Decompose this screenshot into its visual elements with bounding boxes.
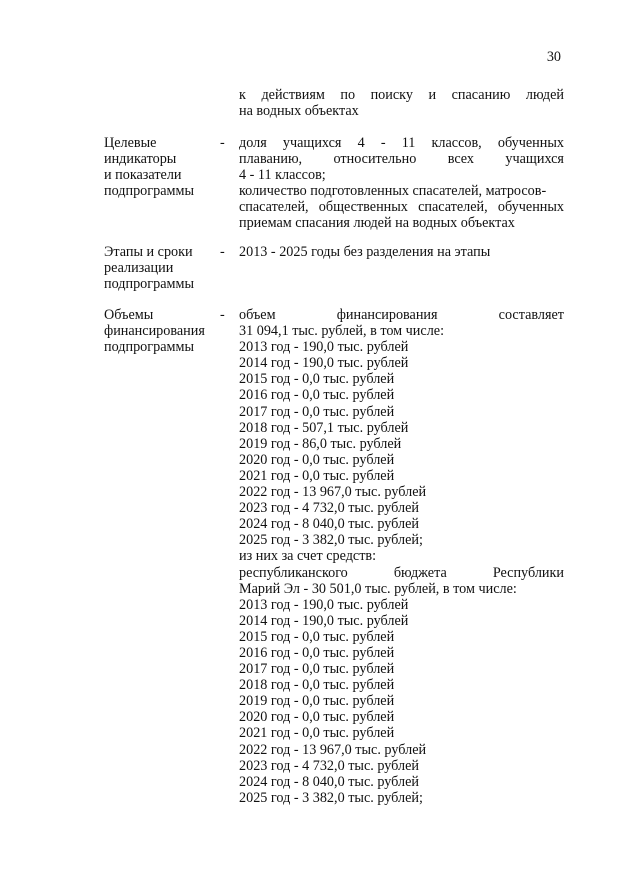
funding-years-total — [239, 339, 564, 548]
funding-year-line: 2020 год - 0,0 тыс. рублей — [239, 709, 395, 726]
funding-year-line: 2013 год - 190,0 тыс. рублей — [239, 596, 409, 613]
indicator-line: приемам спасания людей на водных объектах — [239, 215, 515, 232]
section-content — [239, 307, 564, 806]
indicator-line: плаванию, относительно всех учащихся — [239, 151, 564, 168]
funding-year-line: 2021 год - 0,0 тыс. рублей — [239, 467, 395, 484]
section-content — [239, 135, 564, 232]
funding-year-line: 2016 год - 0,0 тыс. рублей — [239, 644, 395, 661]
indicator-line: 4 - 11 классов; — [239, 167, 326, 184]
funding-sources-heading: из них за счет средств: — [239, 548, 377, 565]
funding-year-line: 2019 год - 86,0 тыс. рублей — [239, 435, 402, 452]
funding-year-line: 2018 год - 507,1 тыс. рублей — [239, 419, 409, 436]
indicator-line: количество подготовленных спасателей, матросов- — [239, 183, 547, 200]
funding-year-line: 2024 год - 8 040,0 тыс. рублей — [239, 773, 419, 790]
republic-budget-line: Марий Эл - 30 501,0 тыс. рублей, в том числе: — [239, 580, 517, 597]
funding-year-line: 2018 год - 0,0 тыс. рублей — [239, 677, 395, 694]
funding-years-republic — [239, 597, 564, 806]
funding-year-line: 2021 год - 0,0 тыс. рублей — [239, 725, 395, 742]
indicator-line: спасателей, общественных спасателей, обученных — [239, 199, 564, 216]
stages-text: 2013 - 2025 годы без разделения на этапы — [239, 244, 491, 260]
section-dash: - — [220, 244, 225, 260]
page-number: 30 — [546, 49, 561, 65]
indicator-line: доля учащихся 4 - 11 классов, обученных — [239, 135, 564, 151]
funding-year-line: 2017 год - 0,0 тыс. рублей — [239, 403, 395, 420]
continuation-line-2: на водных объектах — [239, 103, 359, 120]
republic-budget-line: республиканского бюджета Республики — [239, 564, 564, 581]
continuation-line-1: к действиям по поиску и спасанию людей — [239, 87, 564, 103]
funding-year-line: 2025 год - 3 382,0 тыс. рублей; — [239, 532, 423, 549]
section-label: Объемы финансирования подпрограммы — [104, 307, 205, 356]
funding-year-line: 2023 год - 4 732,0 тыс. рублей — [239, 757, 419, 774]
section-label: Целевые индикаторы и показатели подпрограммы — [104, 135, 194, 200]
funding-year-line: 2024 год - 8 040,0 тыс. рублей — [239, 516, 419, 533]
section-dash: - — [220, 307, 225, 323]
section-dash: - — [220, 135, 225, 151]
funding-year-line: 2015 год - 0,0 тыс. рублей — [239, 371, 395, 388]
funding-year-line: 2022 год - 13 967,0 тыс. рублей — [239, 741, 427, 758]
funding-year-line: 2020 год - 0,0 тыс. рублей — [239, 451, 395, 468]
funding-year-line: 2023 год - 4 732,0 тыс. рублей — [239, 500, 419, 517]
funding-year-line: 2019 год - 0,0 тыс. рублей — [239, 693, 395, 710]
section-label: Этапы и сроки реализации подпрограммы — [104, 244, 194, 293]
funding-intro-line: 31 094,1 тыс. рублей, в том числе: — [239, 323, 445, 340]
section-content — [239, 244, 564, 260]
funding-year-line: 2013 год - 190,0 тыс. рублей — [239, 339, 409, 356]
funding-year-line: 2015 год - 0,0 тыс. рублей — [239, 628, 395, 645]
funding-year-line: 2025 год - 3 382,0 тыс. рублей; — [239, 789, 423, 806]
funding-year-line: 2014 год - 190,0 тыс. рублей — [239, 355, 409, 372]
continuation-text — [239, 87, 564, 119]
funding-year-line: 2022 год - 13 967,0 тыс. рублей — [239, 484, 427, 501]
funding-intro-line: объем финансирования составляет — [239, 307, 564, 323]
funding-year-line: 2014 год - 190,0 тыс. рублей — [239, 612, 409, 629]
funding-year-line: 2016 год - 0,0 тыс. рублей — [239, 387, 395, 404]
funding-year-line: 2017 год - 0,0 тыс. рублей — [239, 661, 395, 678]
